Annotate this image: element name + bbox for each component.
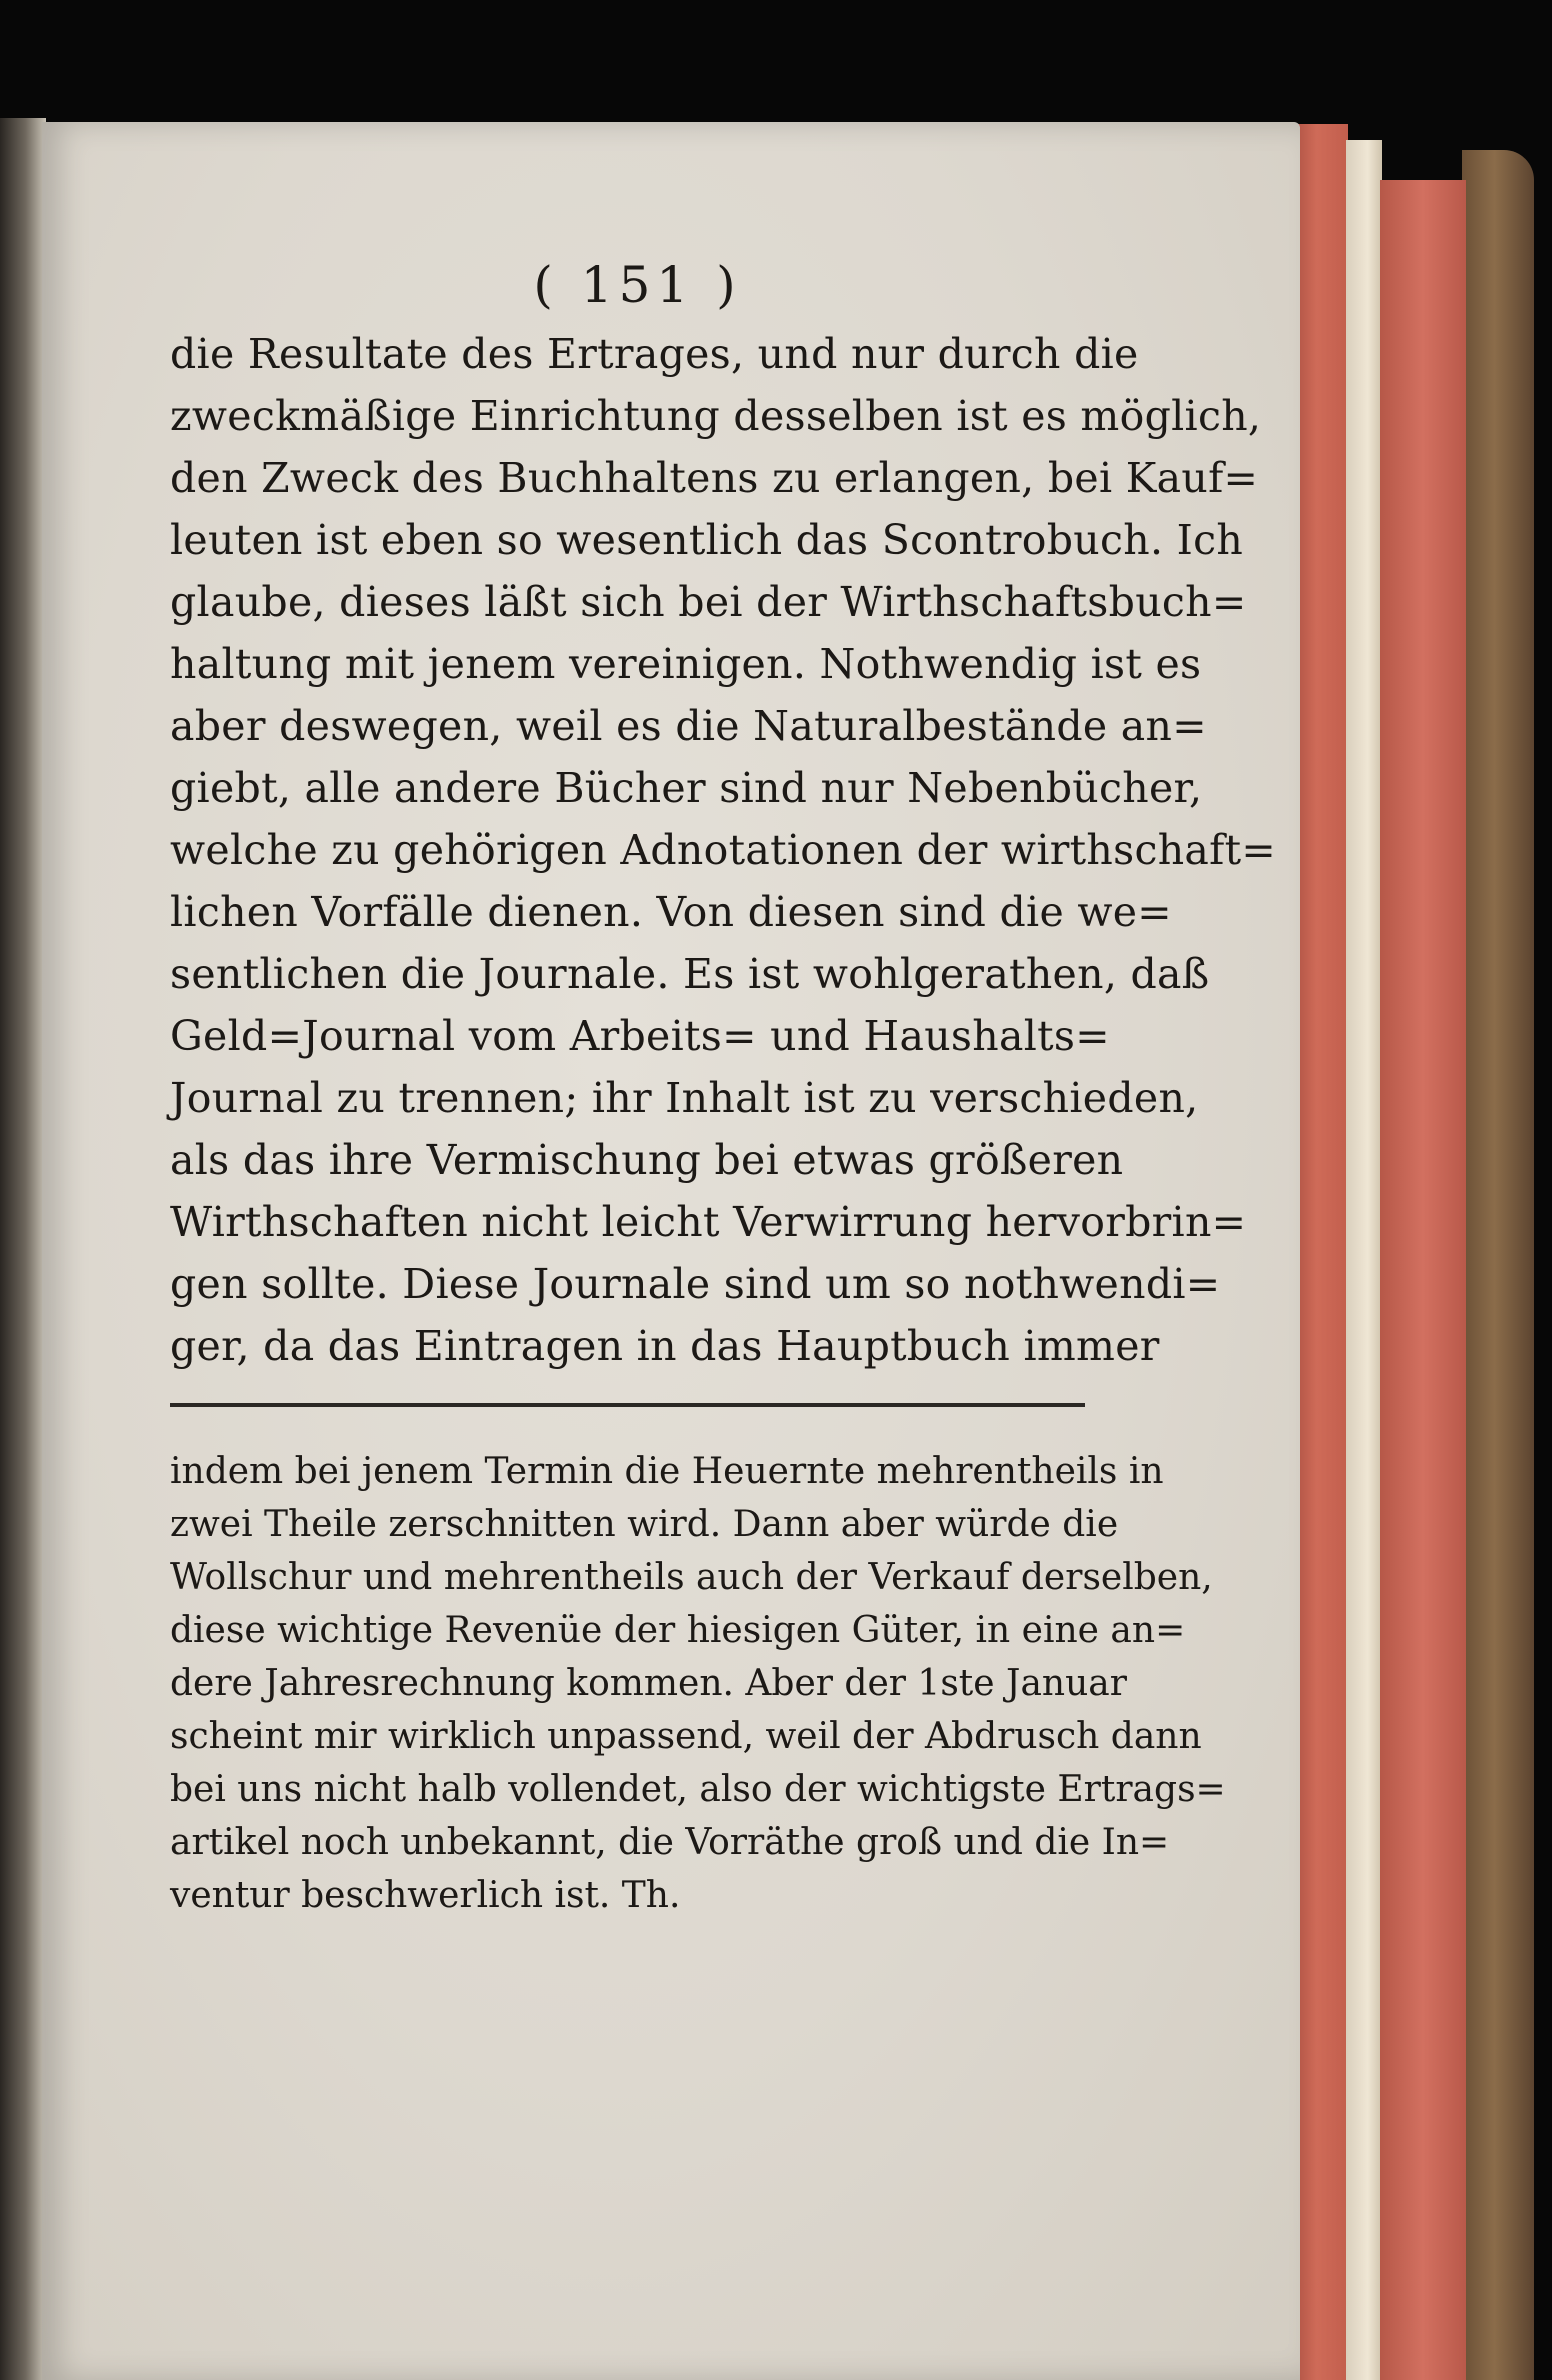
footnote-line: Wollschur und mehrentheils auch der Verkauf derselben,: [170, 1557, 1213, 1598]
footnote-line: artikel noch unbekannt, die Vorräthe groß und die In=: [170, 1822, 1170, 1863]
red-page-edge-outer: [1380, 180, 1466, 2380]
text-line: haltung mit jenem vereinigen. Nothwendig ist es: [170, 640, 1202, 688]
footnote-text: [170, 1445, 1226, 1922]
text-line: welche zu gehörigen Adnotationen der wirthschaft=: [170, 826, 1277, 874]
text-line: lichen Vorfälle dienen. Von diesen sind die we=: [170, 888, 1172, 936]
page-number: ( 151 ): [533, 256, 742, 314]
footnote-line: dere Jahresrechnung kommen. Aber der 1ste Januar: [170, 1663, 1127, 1704]
text-line: sentlichen die Journale. Es ist wohlgerathen, daß: [170, 950, 1210, 998]
red-page-edge: [1296, 124, 1348, 2380]
text-line: glaube, dieses läßt sich bei der Wirthschaftsbuch=: [170, 578, 1247, 626]
footnote-line: scheint mir wirklich unpassend, weil der Abdrusch dann: [170, 1716, 1202, 1757]
text-line: leuten ist eben so wesentlich das Scontrobuch. Ich: [170, 516, 1244, 564]
text-line: giebt, alle andere Bücher sind nur Nebenbücher,: [170, 764, 1203, 812]
body-text: [170, 323, 1277, 1377]
text-line: die Resultate des Ertrages, und nur durch die: [170, 330, 1139, 378]
book-binding: [1462, 150, 1534, 2380]
text-line: zweckmäßige Einrichtung desselben ist es möglich,: [170, 392, 1262, 440]
page-stack-edge: [1346, 140, 1382, 2380]
text-line: aber deswegen, weil es die Naturalbestände an=: [170, 702, 1207, 750]
page-content: [170, 255, 1277, 1922]
footnote-line: ventur beschwerlich ist. Th.: [170, 1875, 681, 1916]
footnote-line: diese wichtige Revenüe der hiesigen Güter, in eine an=: [170, 1610, 1186, 1651]
footnote-line: indem bei jenem Termin die Heuernte mehrentheils in: [170, 1451, 1164, 1492]
previous-page-edge: [0, 118, 46, 2380]
text-line: gen sollte. Diese Journale sind um so nothwendi=: [170, 1260, 1221, 1308]
text-line: als das ihre Vermischung bei etwas größeren: [170, 1136, 1124, 1184]
text-line: ger, da das Eintragen in das Hauptbuch immer: [170, 1322, 1160, 1370]
text-line: Geld=Journal vom Arbeits= und Haushalts=: [170, 1012, 1110, 1060]
text-line: den Zweck des Buchhaltens zu erlangen, bei Kauf=: [170, 454, 1259, 502]
text-line: Journal zu trennen; ihr Inhalt ist zu verschieden,: [170, 1074, 1199, 1122]
footnote-line: bei uns nicht halb vollendet, also der wichtigste Ertrags=: [170, 1769, 1226, 1810]
footnote-divider: [170, 1403, 1085, 1407]
text-line: Wirthschaften nicht leicht Verwirrung hervorbrin=: [170, 1198, 1247, 1246]
footnote-line: zwei Theile zerschnitten wird. Dann aber würde die: [170, 1504, 1119, 1545]
